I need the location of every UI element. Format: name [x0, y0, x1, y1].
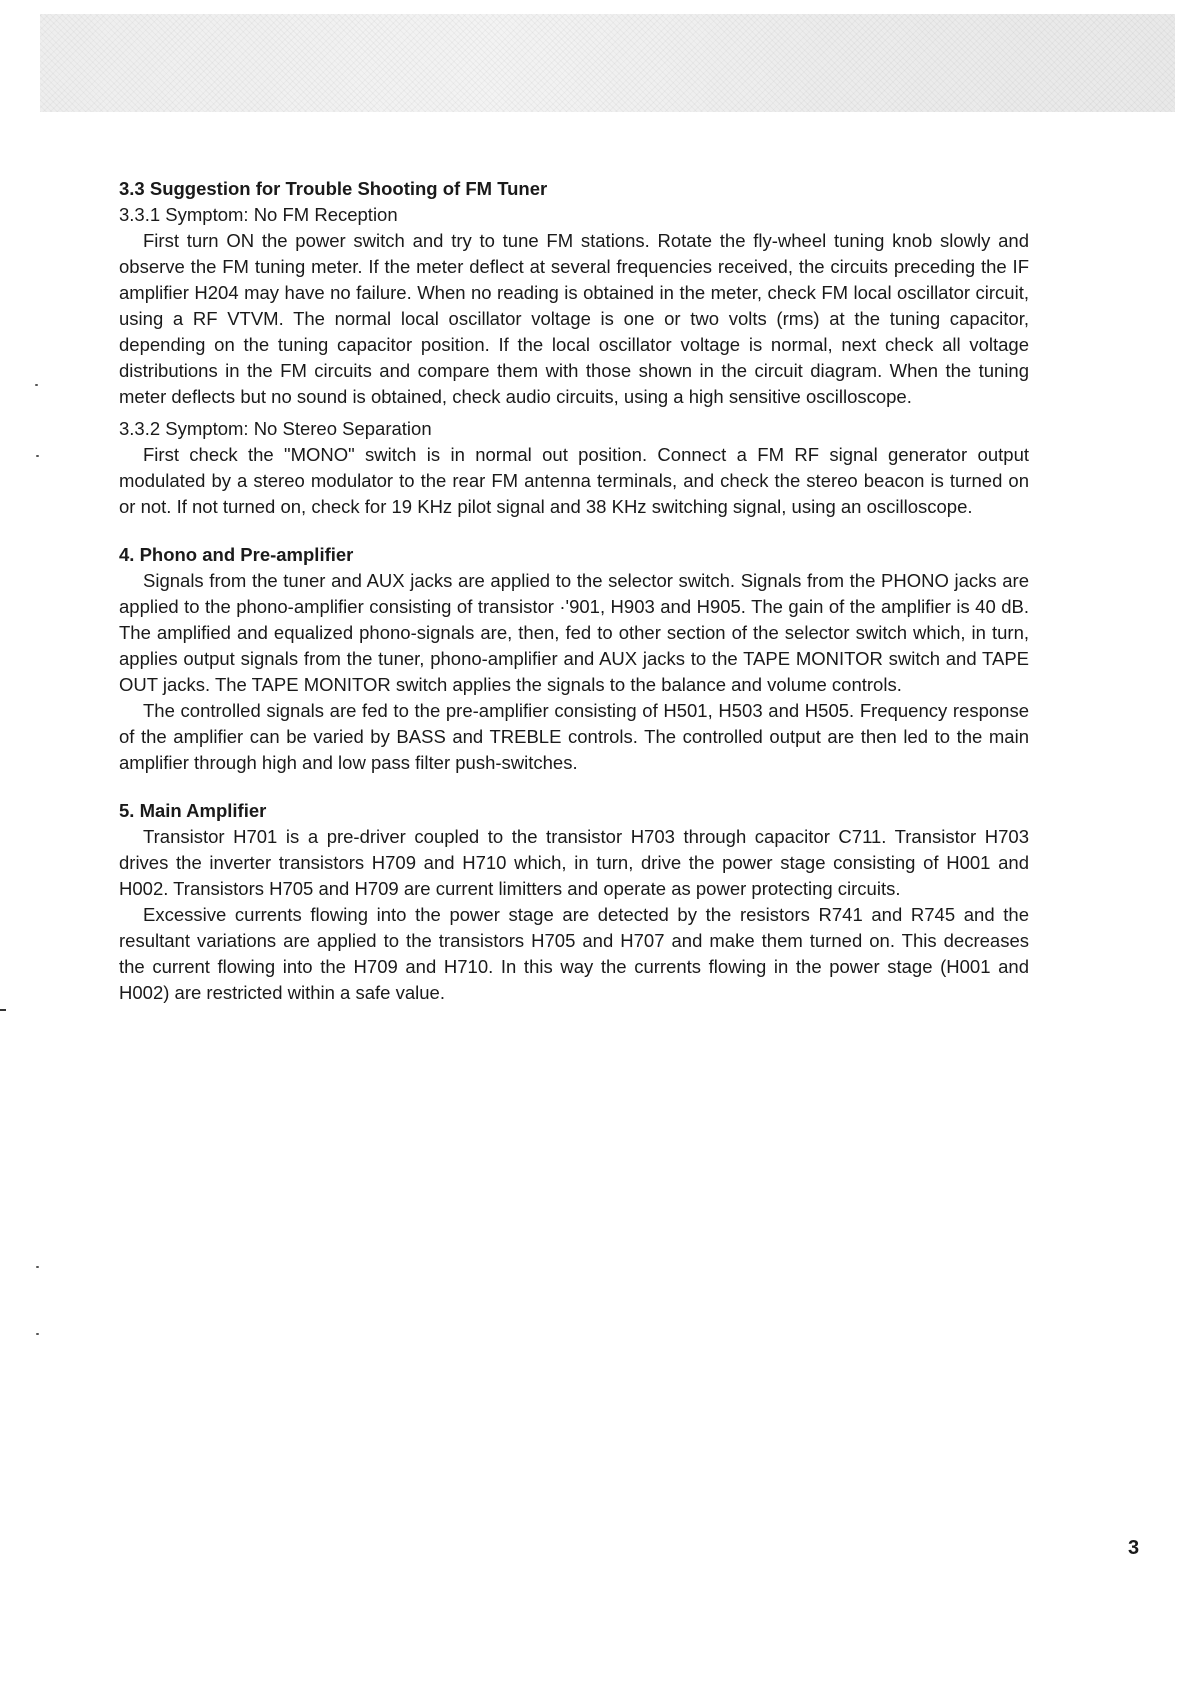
paragraph-main-amp-1: Transistor H701 is a pre-driver coupled to the transistor H703 through capacitor C711. Transistor H703 drives the inverter transistors H709 and H710 which, in turn, drive the power stage consisting of H001 and H002. Transistors H705 and H709 are current limitters and operate as power protecting circuits. — [119, 826, 1029, 899]
scan-edge-mark — [0, 1009, 6, 1011]
scan-speck — [35, 384, 38, 386]
scan-speck — [36, 1266, 39, 1268]
scan-header-band — [40, 14, 1175, 112]
subsection-title-3-3-1: 3.3.1 Symptom: No FM Reception — [119, 204, 398, 225]
section-heading-4: 4. Phono and Pre-amplifier — [119, 544, 354, 565]
paragraph-phono-2: The controlled signals are fed to the pre-amplifier consisting of H501, H503 and H505. Frequency response of the amplifier can be varied by BASS and TREBLE controls. The controlled output are then led to the main amplifier through high and low pass filter push-switches. — [119, 700, 1029, 773]
scan-speck — [36, 1333, 39, 1335]
section-heading-3-3: 3.3 Suggestion for Trouble Shooting of FM Tuner — [119, 178, 548, 199]
scan-speck — [36, 455, 39, 457]
subsection-title-3-3-2: 3.3.2 Symptom: No Stereo Separation — [119, 418, 432, 439]
page-number: 3 — [1128, 1537, 1140, 1559]
paragraph-no-fm-reception: First turn ON the power switch and try to tune FM stations. Rotate the fly-wheel tuning knob slowly and observe the FM tuning meter. If the meter deflect at several frequencies received, the circuits preceding the IF amplifier H204 may have no failure. When no reading is obtained in the meter, check FM local oscillator circuit, using a RF VTVM. The normal local oscillator voltage is one or two volts (rms) at the tuning capacitor, depending on the tuning capacitor position. If the local oscillator voltage is normal, next check all voltage distributions in the FM circuits and compare them with those shown in the circuit diagram. When the tuning meter deflects but no sound is obtained, check audio circuits, using a high sensitive oscilloscope. — [119, 230, 1029, 407]
paragraph-phono-1: Signals from the tuner and AUX jacks are applied to the selector switch. Signals from the PHONO jacks are applied to the phono-amplifier consisting of transistor ·'901, H903 and H905. The gain of the amplifier is 40 dB. The amplified and equalized phono-signals are, then, fed to other section of the selector switch which, in turn, applies output signals from the tuner, phono-amplifier and AUX jacks to the TAPE MONITOR switch and TAPE OUT jacks. The TAPE MONITOR switch applies the signals to the balance and volume controls. — [119, 570, 1029, 695]
section-heading-5: 5. Main Amplifier — [119, 800, 267, 821]
paragraph-no-stereo-separation: First check the "MONO" switch is in normal out position. Connect a FM RF signal generator output modulated by a stereo modulator to the rear FM antenna terminals, and check the stereo beacon is turned on or not. If not turned on, check for 19 KHz pilot signal and 38 KHz switching signal, using an oscilloscope. — [119, 444, 1029, 517]
paragraph-main-amp-2: Excessive currents flowing into the power stage are detected by the resistors R741 and R745 and the resultant variations are applied to the transistors H705 and H707 and make them turned on. This decreases the current flowing into the H709 and H710. In this way the currents flowing in the power stage (H001 and H002) are restricted within a safe value. — [119, 904, 1029, 1003]
document-body — [119, 176, 1029, 1006]
